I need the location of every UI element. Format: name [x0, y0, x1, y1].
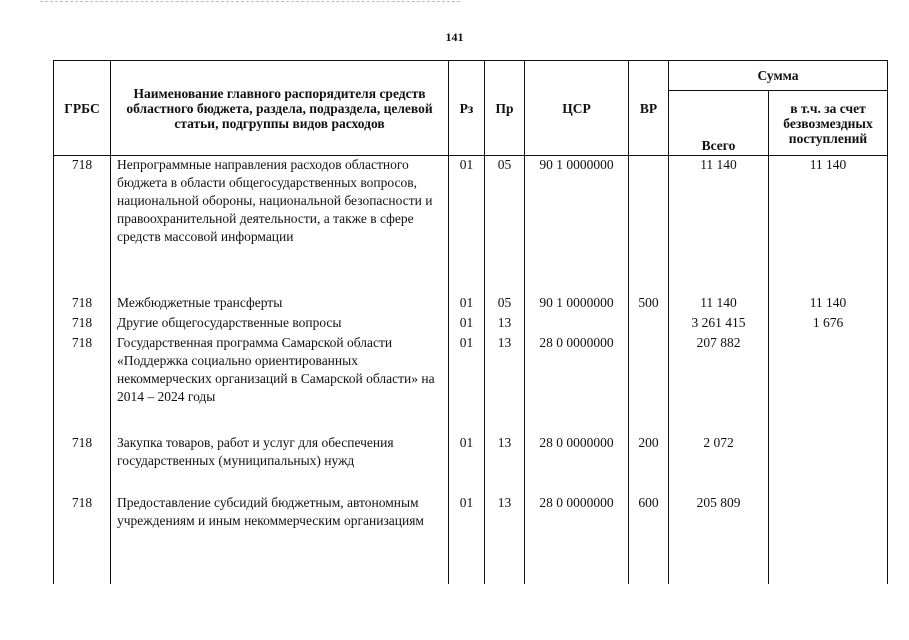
cell-grbs: 718: [54, 294, 111, 314]
cell-pr: 13: [485, 314, 525, 334]
cell-pr: 13: [485, 434, 525, 494]
cell-name: Закупка товаров, работ и услуг для обеспечения государственных (муниципальных) нужд: [111, 434, 449, 494]
cell-total: 2 072: [669, 434, 769, 494]
table-row: [54, 494, 888, 584]
table-row: [54, 294, 888, 314]
cell-rz: 01: [449, 334, 485, 434]
cell-pr: 05: [485, 294, 525, 314]
cell-name: Непрограммные направления расходов областного бюджета в области общегосударственных вопросов, национальной обороны, национальной безопасности и правоохранительной деятельности, а также в сфере средств массовой информации: [111, 156, 449, 294]
cell-csr: 28 0 0000000: [525, 334, 629, 434]
cell-grbs: 718: [54, 434, 111, 494]
cell-free: [769, 494, 888, 584]
cell-rz: 01: [449, 494, 485, 584]
cell-rz: 01: [449, 156, 485, 294]
cell-name: Государственная программа Самарской области «Поддержка социально ориентированных некоммерческих организаций в Самарской области» на 2014 – 2024 годы: [111, 334, 449, 434]
cell-total: 205 809: [669, 494, 769, 584]
cell-free: 1 676: [769, 314, 888, 334]
table-body: [54, 156, 888, 584]
budget-table: [53, 60, 888, 584]
cell-name: Другие общегосударственные вопросы: [111, 314, 449, 334]
cell-total: 11 140: [669, 294, 769, 314]
cell-csr: 90 1 0000000: [525, 294, 629, 314]
header-name: Наименование главного распорядителя средств областного бюджета, раздела, подраздела, целевой статьи, подгруппы видов расходов: [111, 61, 449, 156]
header-total: Всего: [669, 91, 769, 156]
cell-free: 11 140: [769, 294, 888, 314]
cell-pr: 13: [485, 494, 525, 584]
cell-grbs: 718: [54, 494, 111, 584]
cell-rz: 01: [449, 434, 485, 494]
cell-free: [769, 334, 888, 434]
table-header: [54, 61, 888, 156]
cell-pr: 05: [485, 156, 525, 294]
header-sum: Сумма: [669, 61, 888, 91]
cell-grbs: 718: [54, 156, 111, 294]
cell-csr: 28 0 0000000: [525, 434, 629, 494]
cell-grbs: 718: [54, 334, 111, 434]
table-row: [54, 334, 888, 434]
cell-csr: 28 0 0000000: [525, 494, 629, 584]
cell-free: [769, 434, 888, 494]
cell-name: Межбюджетные трансферты: [111, 294, 449, 314]
header-vr: ВР: [629, 61, 669, 156]
cell-rz: 01: [449, 294, 485, 314]
cell-vr: [629, 334, 669, 434]
table-row: [54, 156, 888, 294]
cell-total: 3 261 415: [669, 314, 769, 334]
cell-vr: 200: [629, 434, 669, 494]
cell-csr: [525, 314, 629, 334]
cell-grbs: 718: [54, 314, 111, 334]
cell-vr: [629, 156, 669, 294]
header-grbs: ГРБС: [54, 61, 111, 156]
cell-csr: 90 1 0000000: [525, 156, 629, 294]
cell-free: 11 140: [769, 156, 888, 294]
cell-total: 11 140: [669, 156, 769, 294]
cell-vr: 500: [629, 294, 669, 314]
cell-name: Предоставление субсидий бюджетным, автономным учреждениям и иным некоммерческим организациям: [111, 494, 449, 584]
table-row: [54, 434, 888, 494]
page-number: 141: [445, 30, 464, 44]
cell-rz: 01: [449, 314, 485, 334]
cell-pr: 13: [485, 334, 525, 434]
header-csr: ЦСР: [525, 61, 629, 156]
header-pr: Пр: [485, 61, 525, 156]
cell-vr: [629, 314, 669, 334]
table-row: [54, 314, 888, 334]
header-rz: Рз: [449, 61, 485, 156]
header-free: в т.ч. за счет безвозмездных поступлений: [769, 91, 888, 156]
scan-edge-line: [40, 1, 460, 2]
cell-total: 207 882: [669, 334, 769, 434]
cell-vr: 600: [629, 494, 669, 584]
